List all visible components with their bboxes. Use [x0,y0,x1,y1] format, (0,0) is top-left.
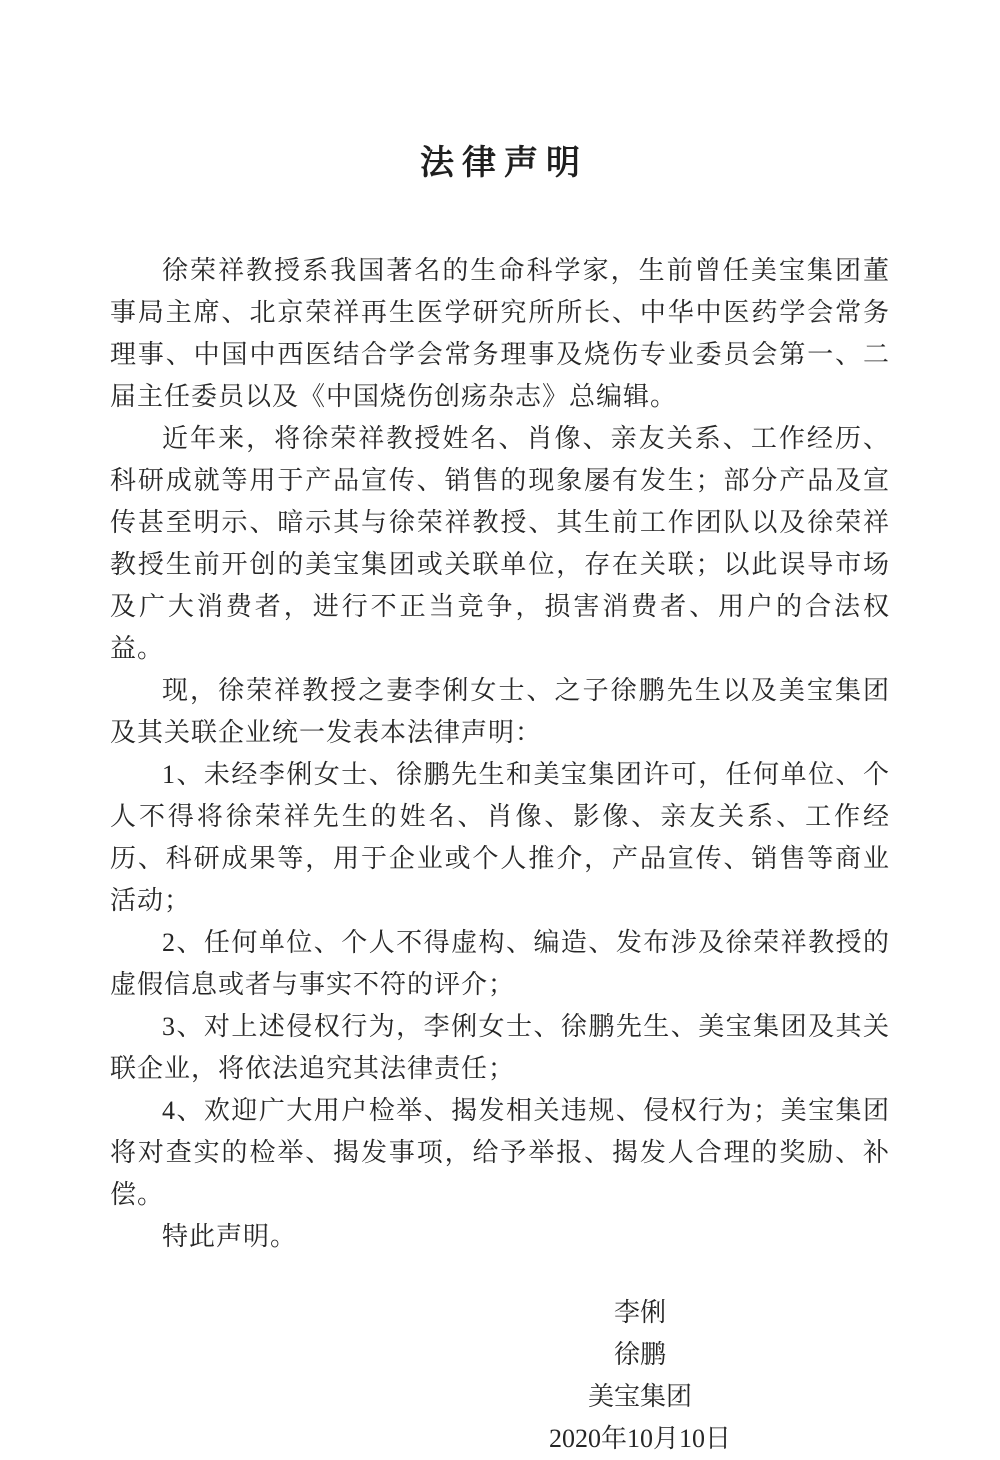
signature-name-xu-peng: 徐鹏 [613,1340,666,1369]
document-body [110,250,890,1258]
signature-name-li-li: 李俐 [613,1298,666,1327]
paragraph-item-3: 3、对上述侵权行为，李俐女士、徐鹏先生、美宝集团及其关联企业，将依法追究其法律责任； [110,1012,890,1083]
paragraph-professor-intro: 徐荣祥教授系我国著名的生命科学家，生前曾任美宝集团董事局主席、北京荣祥再生医学研究所所长、中华中医药学会常务理事、中国中西医结合学会常务理事及烧伤专业委员会第一、二届主任委员以及《中国烧伤创疡杂志》总编辑。 [110,256,890,411]
document-title: 法律声明 [420,145,588,182]
paragraph-item-4: 4、欢迎广大用户检举、揭发相关违规、侵权行为；美宝集团将对查实的检举、揭发事项，给予举报、揭发人合理的奖励、补偿。 [110,1096,890,1209]
signature-company-mebo-group: 美宝集团 [587,1382,692,1411]
paragraph-statement-declaration: 现，徐荣祥教授之妻李俐女士、之子徐鹏先生以及美宝集团及其关联企业统一发表本法律声明： [110,676,890,747]
signature-date: 2020年10月10日 [548,1424,731,1453]
paragraph-infringement-background: 近年来，将徐荣祥教授姓名、肖像、亲友关系、工作经历、科研成就等用于产品宣传、销售的现象屡有发生；部分产品及宣传甚至明示、暗示其与徐荣祥教授、其生前工作团队以及徐荣祥教授生前开创的美宝集团或关联单位，存在关联；以此误导市场及广大消费者，进行不正当竞争，损害消费者、用户的合法权益。 [110,424,890,663]
paragraph-item-2: 2、任何单位、个人不得虚构、编造、发布涉及徐荣祥教授的虚假信息或者与事实不符的评介； [110,928,890,999]
paragraph-closing: 特此声明。 [162,1222,298,1251]
paragraph-item-1: 1、未经李俐女士、徐鹏先生和美宝集团许可，任何单位、个人不得将徐荣祥先生的姓名、肖像、影像、亲友关系、工作经历、科研成果等，用于企业或个人推介，产品宣传、销售等商业活动； [110,760,890,915]
signature-block [500,1292,780,1460]
